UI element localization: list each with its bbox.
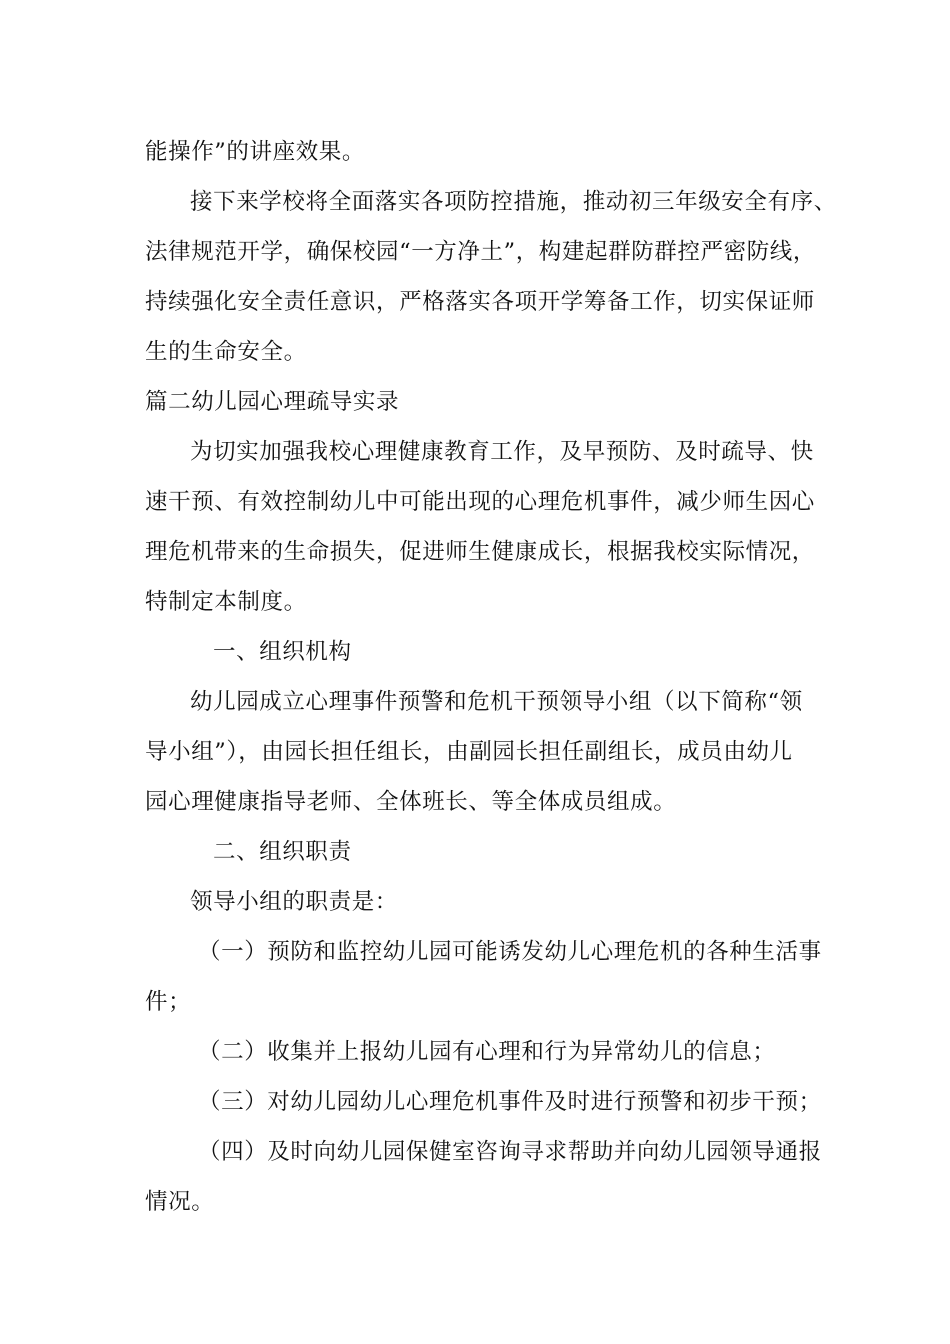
paragraph-line: 生的生命安全。 bbox=[145, 339, 307, 365]
subsection-heading: 一、组织机构 bbox=[213, 639, 352, 665]
paragraph-line: 幼儿园成立心理事件预警和危机干预领导小组（以下简称“领 bbox=[190, 689, 803, 715]
list-item-continuation: 件； bbox=[145, 989, 192, 1015]
list-item: （一）预防和监控幼儿园可能诱发幼儿心理危机的各种生活事 bbox=[198, 939, 822, 965]
paragraph-line: 能操作”的讲座效果。 bbox=[145, 139, 366, 165]
paragraph-line: 特制定本制度。 bbox=[145, 589, 307, 615]
paragraph-line: 导小组”），由园长担任组长，由副园长担任副组长，成员由幼儿 bbox=[145, 739, 793, 765]
paragraph-line: 持续强化安全责任意识，严格落实各项开学筹备工作，切实保证师 bbox=[145, 289, 815, 315]
list-item: （四）及时向幼儿园保健室咨询寻求帮助并向幼儿园领导通报 bbox=[198, 1139, 822, 1165]
section-heading: 篇二幼儿园心理疏导实录 bbox=[145, 389, 400, 415]
paragraph-line: 园心理健康指导老师、全体班长、等全体成员组成。 bbox=[145, 789, 677, 815]
paragraph-line: 接下来学校将全面落实各项防控措施，推动初三年级安全有序、 bbox=[190, 189, 837, 215]
list-item: （二）收集并上报幼儿园有心理和行为异常幼儿的信息； bbox=[198, 1039, 776, 1065]
list-item-continuation: 情况。 bbox=[145, 1189, 215, 1215]
subsection-heading: 二、组织职责 bbox=[213, 839, 352, 865]
paragraph-line: 法律规范开学，确保校园“一方净土”，构建起群防群控严密防线， bbox=[145, 239, 817, 265]
paragraph-line: 领导小组的职责是： bbox=[190, 889, 398, 915]
paragraph-line: 理危机带来的生命损失，促进师生健康成长，根据我校实际情况， bbox=[145, 539, 815, 565]
paragraph-line: 为切实加强我校心理健康教育工作，及早预防、及时疏导、快 bbox=[190, 439, 814, 465]
list-item: （三）对幼儿园幼儿心理危机事件及时进行预警和初步干预； bbox=[198, 1089, 822, 1115]
paragraph-line: 速干预、有效控制幼儿中可能出现的心理危机事件，减少师生因心 bbox=[145, 489, 815, 515]
